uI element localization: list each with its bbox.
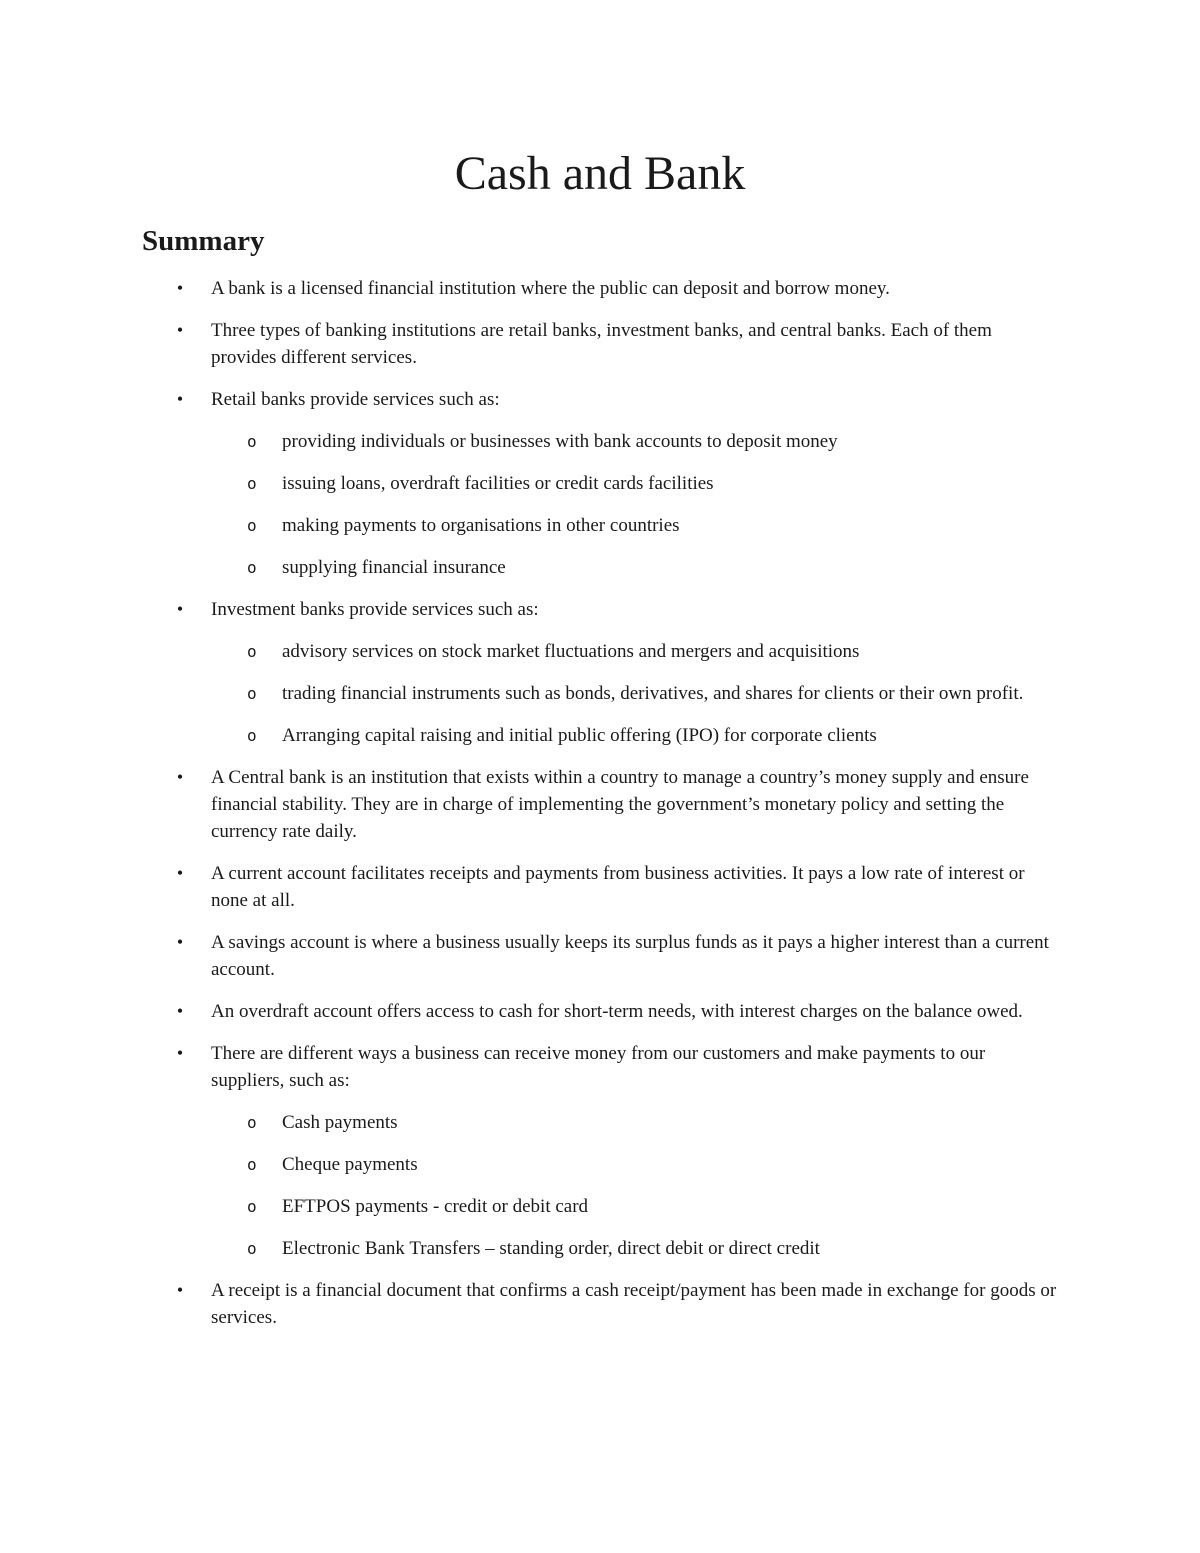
sub-bullet-marker: o: [247, 726, 257, 745]
sub-bullet-list: [211, 1109, 1061, 1262]
bullet-text: A bank is a licensed financial institution where the public can deposit and borrow money.: [211, 278, 890, 299]
sub-bullet-item: [211, 512, 1052, 539]
bullet-text: A savings account is where a business usually keeps its surplus funds as it pays a higher interest than a current account.: [211, 932, 1049, 980]
bullet-text: Retail banks provide services such as:: [211, 389, 500, 410]
bullet-marker: •: [176, 932, 184, 952]
section-heading-summary: Summary: [142, 225, 265, 257]
bullet-item: [0, 1040, 1061, 1262]
sub-bullet-item: [211, 1193, 1052, 1220]
sub-bullet-item: [211, 428, 1052, 455]
bullet-marker: •: [176, 320, 184, 340]
bullet-item: [0, 860, 1061, 914]
sub-bullet-item: [211, 1235, 1052, 1262]
sub-bullet-marker: o: [247, 474, 257, 493]
sub-bullet-marker: o: [247, 1197, 257, 1216]
sub-bullet-text: providing individuals or businesses with bank accounts to deposit money: [282, 431, 838, 452]
bullet-item: [0, 998, 1061, 1025]
bullet-text: An overdraft account offers access to cash for short-term needs, with interest charges on the balance owed.: [211, 1001, 1023, 1022]
bullet-text: Three types of banking institutions are retail banks, investment banks, and central banks. Each of them provides different services.: [211, 320, 992, 368]
sub-bullet-marker: o: [247, 558, 257, 577]
bullet-marker: •: [176, 767, 184, 787]
sub-bullet-item: [211, 638, 1052, 665]
bullet-text: A Central bank is an institution that exists within a country to manage a country’s money supply and ensure financial stability. They are in charge of implementing the government’s monetary policy and setting the currency rate daily.: [211, 767, 1029, 842]
sub-bullet-text: making payments to organisations in other countries: [282, 515, 680, 536]
bullet-item: [0, 386, 1061, 581]
bullet-text: Investment banks provide services such as:: [211, 599, 539, 620]
bullet-item: [0, 1277, 1061, 1331]
bullet-item: [0, 317, 1061, 371]
sub-bullet-item: [211, 470, 1052, 497]
sub-bullet-text: Electronic Bank Transfers – standing order, direct debit or direct credit: [282, 1238, 820, 1259]
bullet-item: [0, 929, 1061, 983]
sub-bullet-marker: o: [247, 1113, 257, 1132]
sub-bullet-marker: o: [247, 1155, 257, 1174]
bullet-text: There are different ways a business can receive money from our customers and make payments to our suppliers, such as:: [211, 1043, 986, 1091]
document-title: Cash and Bank: [454, 147, 746, 200]
sub-bullet-item: [211, 554, 1052, 581]
sub-bullet-marker: o: [247, 642, 257, 661]
bullet-item: [0, 596, 1061, 749]
sub-bullet-marker: o: [247, 1239, 257, 1258]
bullet-marker: •: [176, 1280, 184, 1300]
summary-content: [0, 275, 1200, 1346]
sub-bullet-marker: o: [247, 432, 257, 451]
sub-bullet-text: EFTPOS payments - credit or debit card: [282, 1196, 589, 1217]
bullet-marker: •: [176, 389, 184, 409]
sub-bullet-marker: o: [247, 516, 257, 535]
sub-bullet-text: Cash payments: [282, 1112, 398, 1133]
sub-bullet-text: supplying financial insurance: [282, 557, 506, 578]
sub-bullet-list: [211, 428, 1061, 581]
bullet-text: A receipt is a financial document that confirms a cash receipt/payment has been made in exchange for goods or services.: [211, 1280, 1057, 1328]
bullet-marker: •: [176, 278, 184, 298]
bullet-marker: •: [176, 863, 184, 883]
bullet-item: [0, 764, 1061, 845]
sub-bullet-text: Cheque payments: [282, 1154, 418, 1175]
bullet-text: A current account facilitates receipts and payments from business activities. It pays a low rate of interest or none at all.: [211, 863, 1025, 911]
sub-bullet-item: [211, 1109, 1052, 1136]
sub-bullet-text: trading financial instruments such as bonds, derivatives, and shares for clients or their own profit.: [282, 683, 1024, 704]
sub-bullet-item: [211, 1151, 1052, 1178]
sub-bullet-text: Arranging capital raising and initial public offering (IPO) for corporate clients: [282, 725, 877, 746]
sub-bullet-item: [211, 722, 1052, 749]
sub-bullet-marker: o: [247, 684, 257, 703]
sub-bullet-item: [211, 680, 1052, 707]
summary-bullet-list: [0, 275, 1200, 1331]
sub-bullet-list: [211, 638, 1061, 749]
bullet-marker: •: [176, 1001, 184, 1021]
sub-bullet-text: advisory services on stock market fluctuations and mergers and acquisitions: [282, 641, 860, 662]
sub-bullet-text: issuing loans, overdraft facilities or credit cards facilities: [282, 473, 714, 494]
bullet-marker: •: [176, 599, 184, 619]
bullet-item: [0, 275, 1061, 302]
bullet-marker: •: [176, 1043, 184, 1063]
